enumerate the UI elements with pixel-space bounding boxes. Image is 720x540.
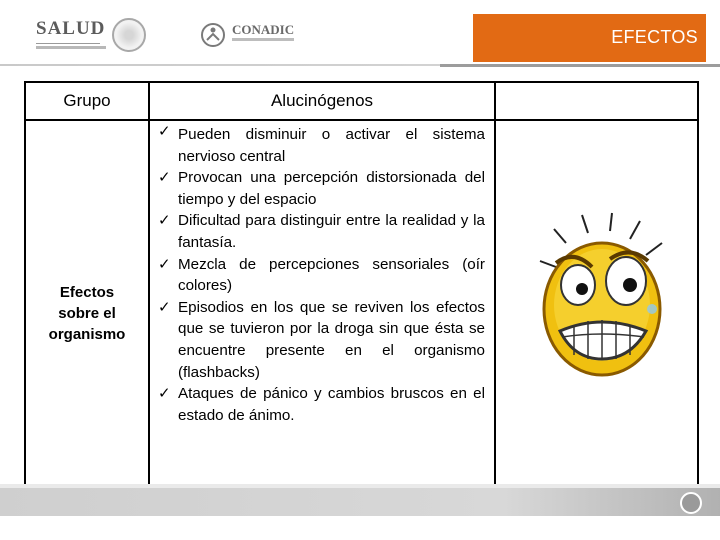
table-header-row [25, 82, 698, 120]
list-item [150, 121, 485, 167]
salud-logo [22, 16, 112, 52]
group-label-line: organismo [48, 325, 126, 343]
government-seal-icon [112, 18, 146, 52]
col-header-image [495, 82, 698, 120]
salud-logo-subtitle-graphic [36, 46, 106, 49]
image-cell [495, 120, 698, 506]
list-item [150, 210, 485, 253]
conadic-logo-icon [200, 22, 226, 48]
frightened-face-icon [534, 209, 670, 389]
col-header-alucinogenos: Alucinógenos [149, 82, 495, 120]
check-icon: ✓ [158, 212, 171, 230]
effect-text: Mezcla de percepciones sensoriales (oír colores) [178, 255, 485, 295]
salud-logo-divider [36, 43, 100, 44]
list-item [150, 254, 485, 297]
salud-logo-text: SALUD [36, 18, 106, 39]
check-icon: ✓ [158, 385, 171, 403]
slide-header [0, 0, 720, 70]
footer-bar [0, 488, 720, 516]
slide-title: EFECTOS [611, 27, 698, 47]
group-label [25, 120, 149, 506]
list-item [150, 383, 485, 426]
effects-cell [149, 120, 495, 506]
effect-text: Dificultad para distinguir entre la realidad y la fantasía. [178, 212, 485, 251]
header-divider-accent [440, 64, 720, 67]
title-badge [473, 14, 706, 62]
check-icon: ✓ [158, 255, 171, 273]
group-label-line: sobre el [58, 304, 116, 322]
effects-table [24, 81, 699, 507]
effect-text: Episodios en los que se reviven los efectos que se tuvieron por la droga sin que ésta se encuentre presente en el organismo (flashbacks) [178, 298, 485, 381]
effect-text: Provocan una percepción distorsionada del tiempo y del espacio [178, 169, 485, 208]
list-item [150, 297, 485, 383]
page-corner-icon [680, 492, 702, 514]
check-icon: ✓ [158, 298, 171, 316]
effects-list [150, 121, 494, 426]
check-icon: ✓ [158, 123, 171, 140]
check-icon: ✓ [158, 169, 171, 187]
table-body-row [25, 120, 698, 506]
conadic-logo-text: CONADIC [232, 22, 295, 37]
col-header-grupo: Grupo [25, 82, 149, 120]
effect-text: Pueden disminuir o activar el sistema nervioso central [178, 126, 485, 165]
effect-text: Ataques de pánico y cambios bruscos en el estado de ánimo. [178, 385, 485, 424]
group-label-line: Efectos [59, 283, 115, 301]
conadic-logo-subtitle-graphic [232, 38, 294, 41]
list-item [150, 167, 485, 210]
